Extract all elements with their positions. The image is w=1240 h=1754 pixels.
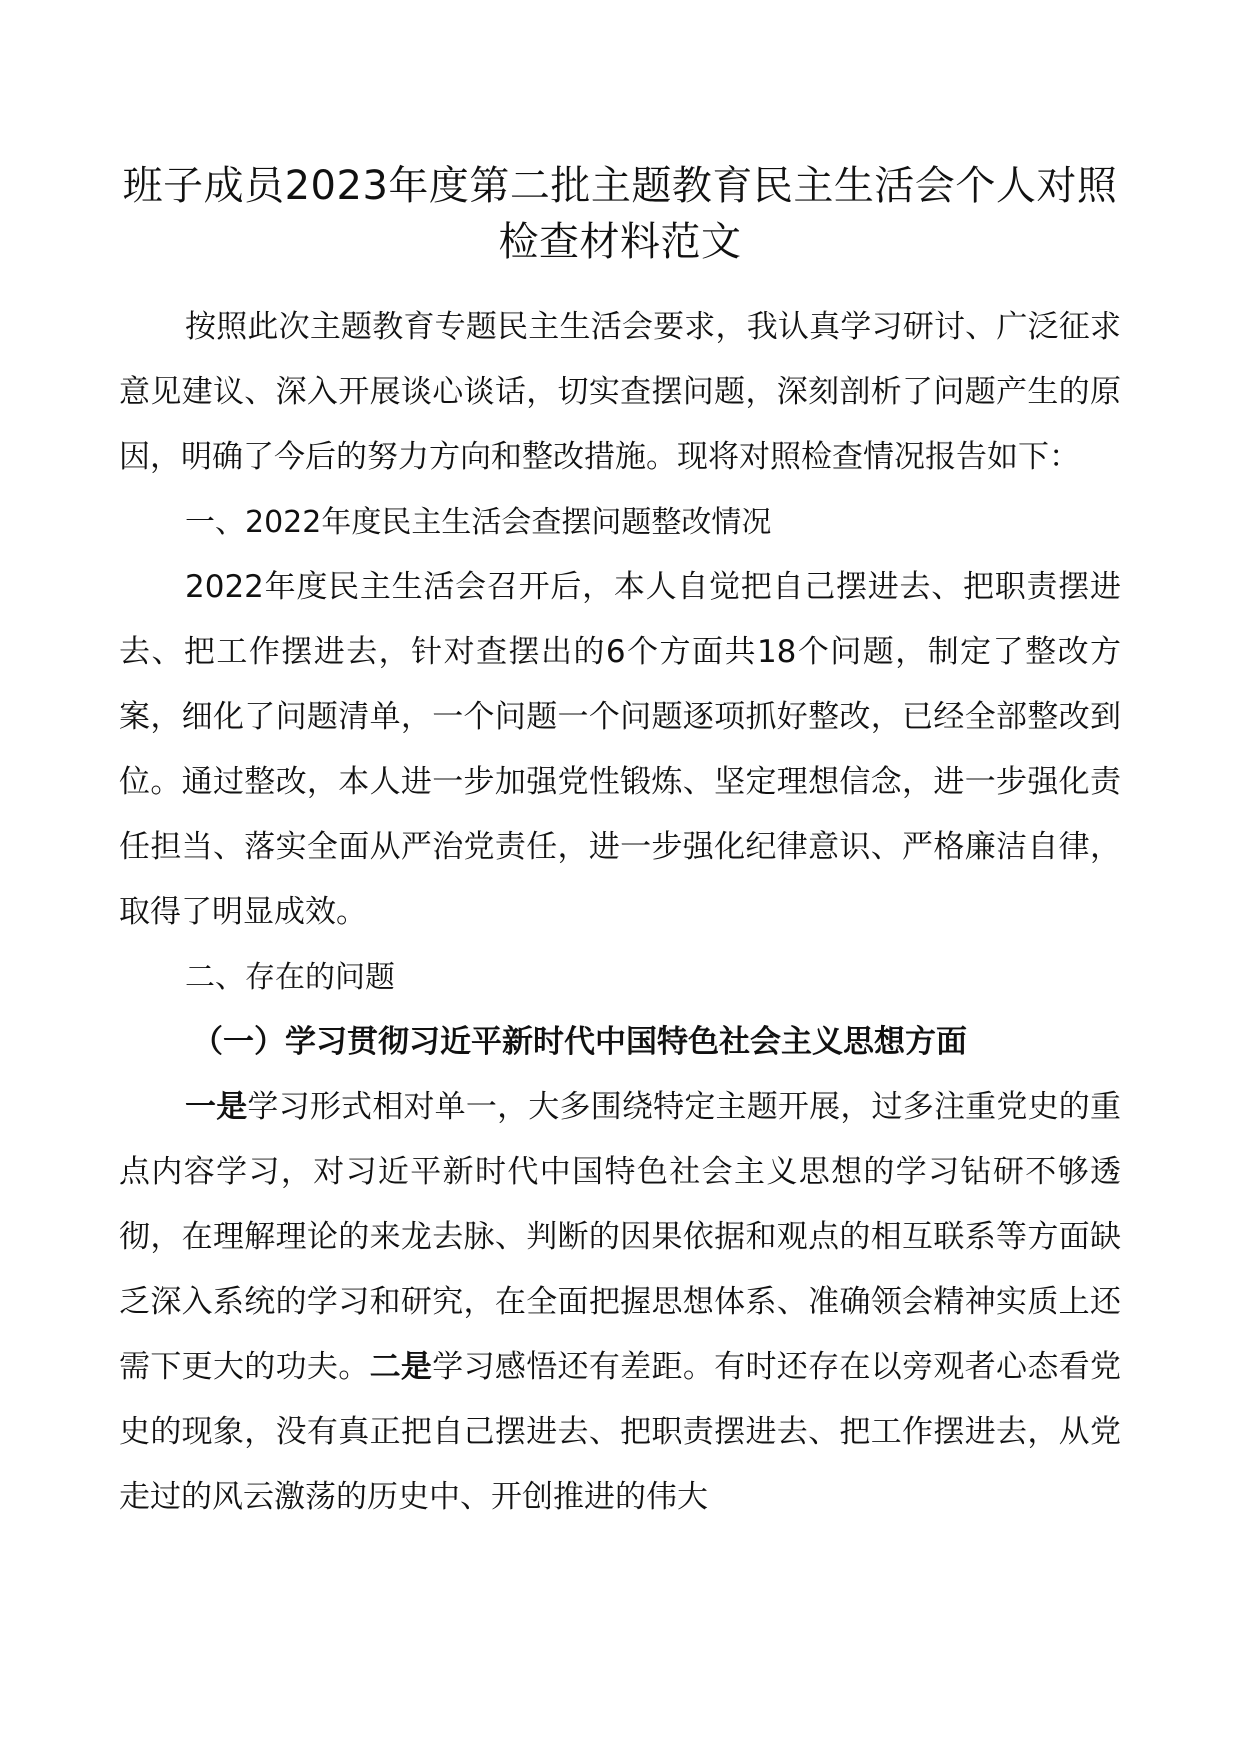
section1-paragraph: 2022年度民主生活会召开后，本人自觉把自己摆进去、把职责摆进去、把工作摆进去，针对查摆出的6个方面共18个问题，制定了整改方案，细化了问题清单，一个问题一个问题逐项抓好整改，已经全部整改到位。通过整改，本人进一步加强党性锻炼、坚定理想信念，进一步强化责任担当、落实全面从严治党责任，进一步强化纪律意识、严格廉洁自律，取得了明显成效。: [119, 569, 1121, 930]
point1-text: 学习形式相对单一，大多围绕特定主题开展，过多注重党史的重点内容学习，对习近平新时代中国特色社会主义思想的学习钻研不够透彻，在理解理论的来龙去脉、判断的因果依据和观点的相互联系等方面缺乏深入系统的学习和研究，在全面把握思想体系、准确领会精神实质上还需下更大的功夫。: [119, 1089, 1122, 1385]
point2-lead: 二是: [369, 1349, 433, 1385]
document-title: 班子成员2023年度第二批主题教育民主生活会个人对照检查材料范文: [122, 163, 1118, 265]
section1-heading: 一、2022年度民主生活会查摆问题整改情况: [185, 505, 772, 540]
intro-paragraph: 按照此次主题教育专题民主生活会要求，我认真学习研讨、广泛征求意见建议、深入开展谈心谈话，切实查摆问题，深刻剖析了问题产生的原因，明确了今后的努力方向和整改措施。现将对照检查情况报告如下：: [119, 309, 1121, 475]
point1-lead: 一是: [185, 1089, 248, 1125]
document-body: [119, 295, 1121, 1530]
problem-paragraph: [119, 1075, 1121, 1530]
section2-subheading: （一）学习贯彻习近平新时代中国特色社会主义思想方面: [192, 1024, 967, 1060]
section2-heading: 二、存在的问题: [185, 960, 395, 995]
point2-text: 学习感悟还有差距。有时还存在以旁观者心态看党史的现象，没有真正把自己摆进去、把职责摆进去、把工作摆进去，从党走过的风云激荡的历史中、开创推进的伟大: [119, 1349, 1122, 1515]
